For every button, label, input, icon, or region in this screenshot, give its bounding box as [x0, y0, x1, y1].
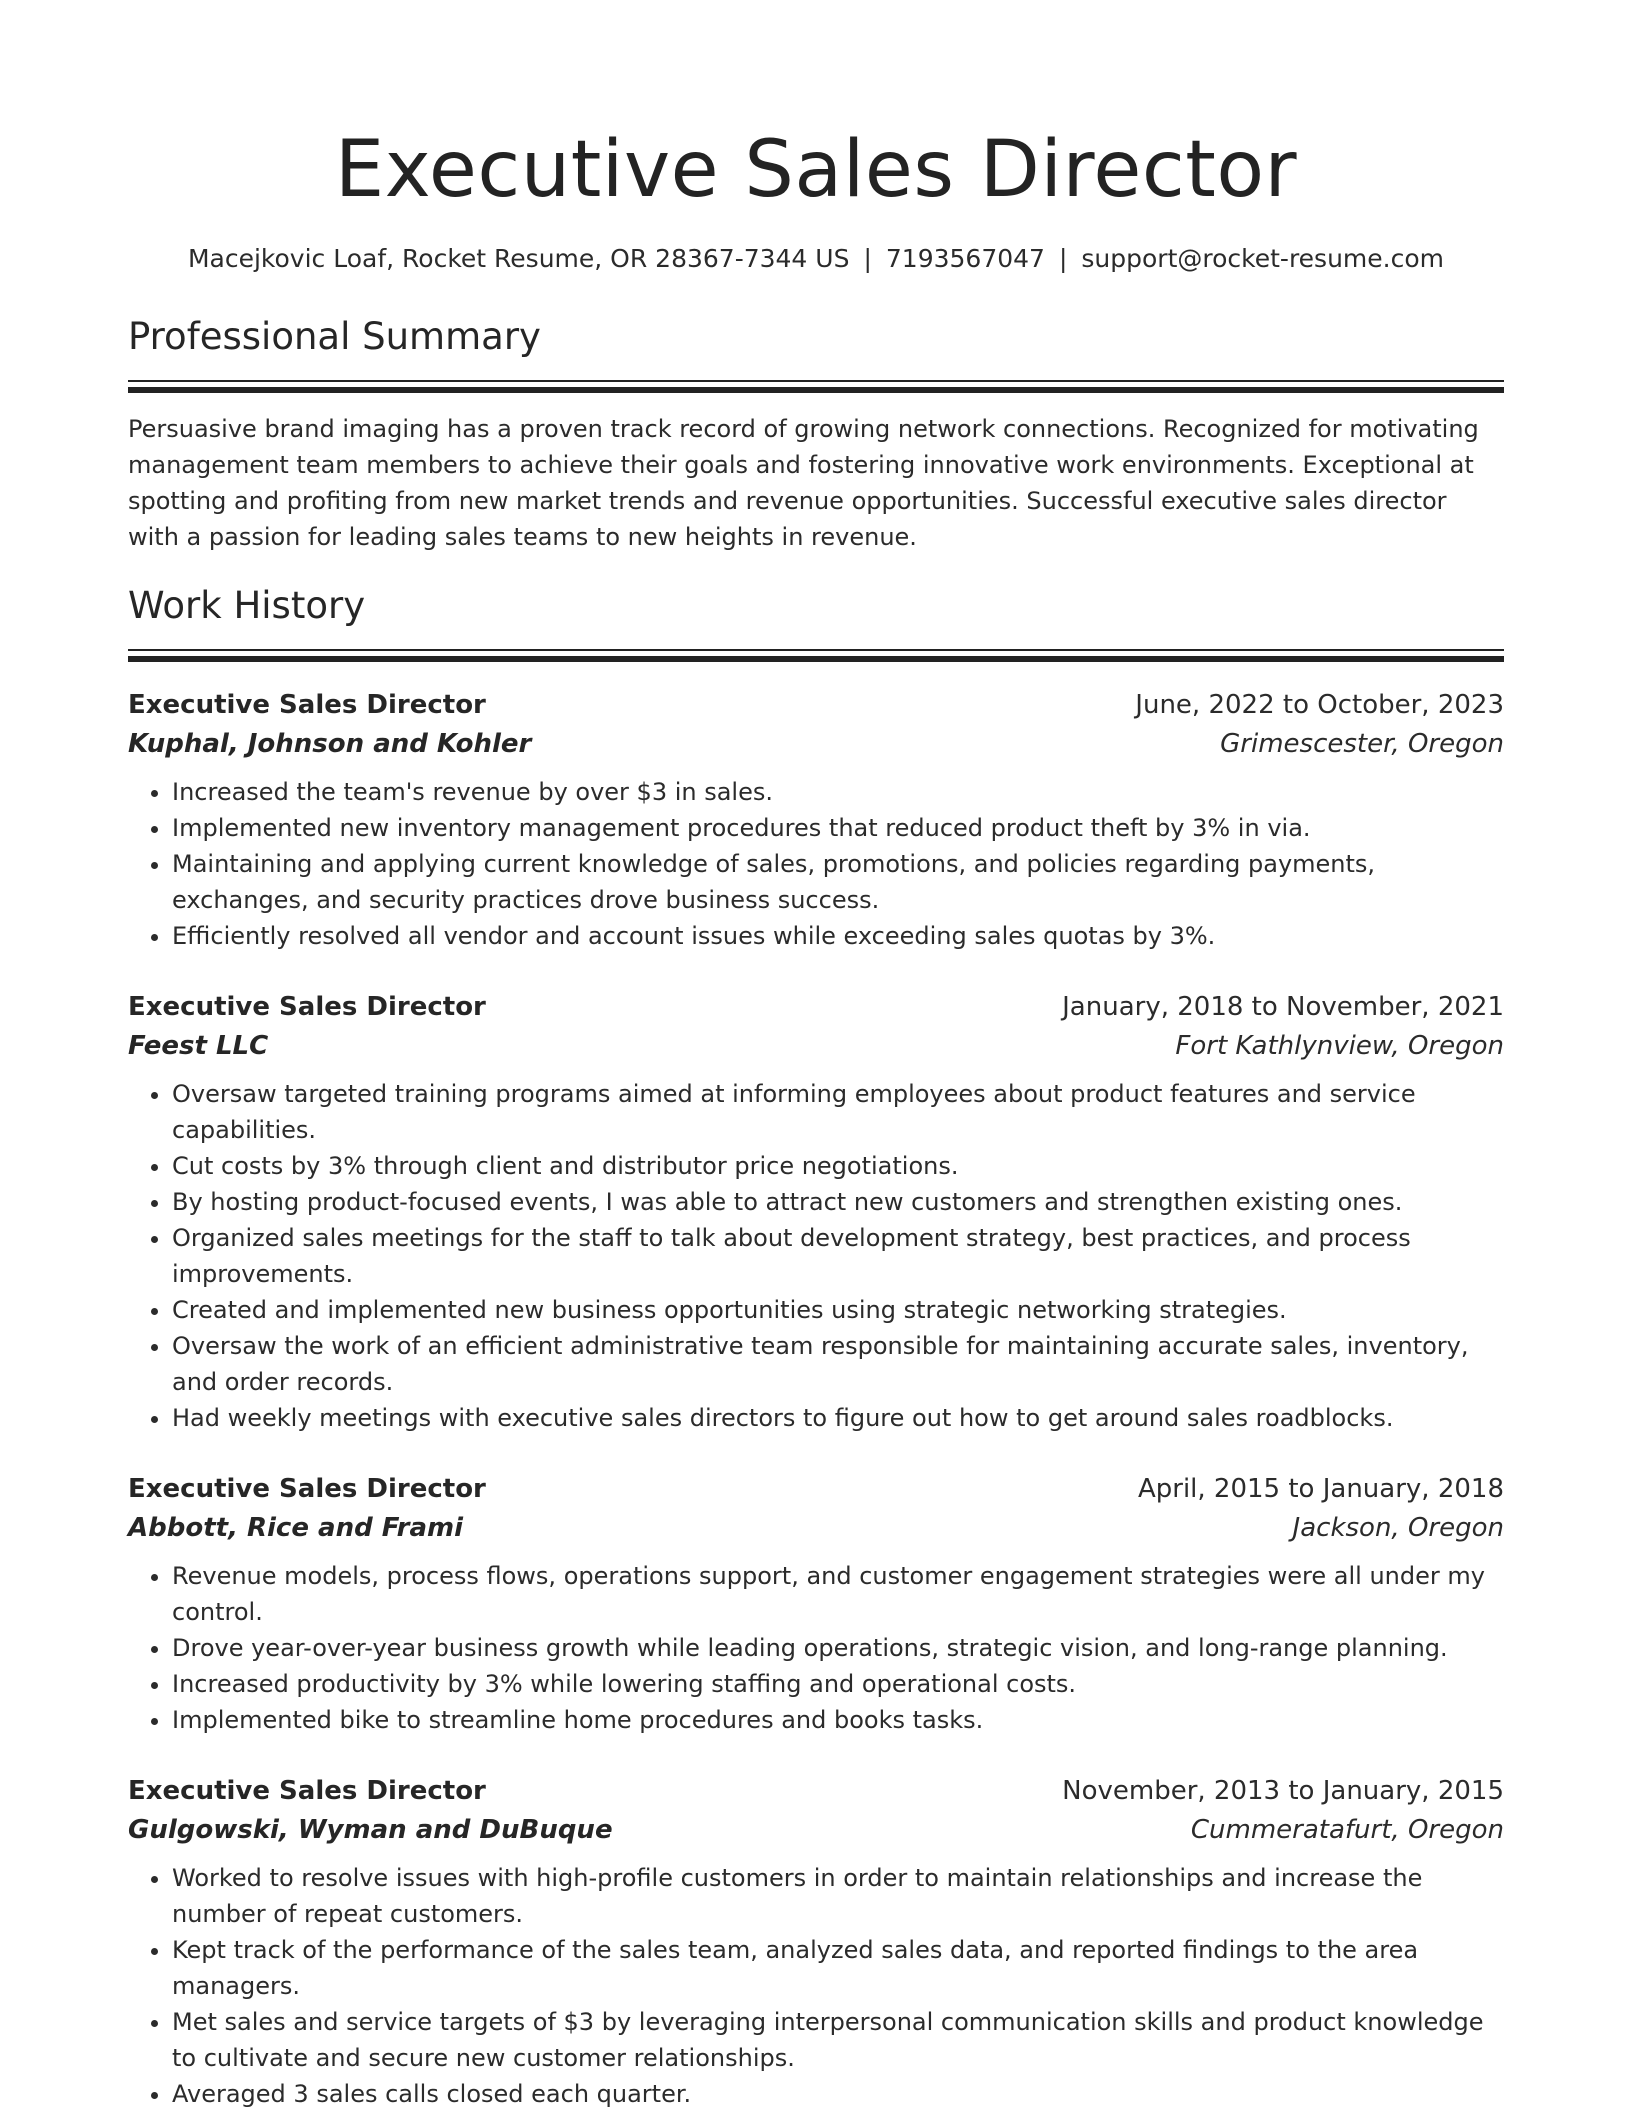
- job-dates: June, 2022 to October, 2023: [1135, 690, 1504, 720]
- job-bullet: • Maintaining and applying current knowledge of sales, promotions, and policies regarding payments, exchanges, and security practices drove business success.: [172, 846, 1504, 918]
- job-bullet: • Had weekly meetings with executive sales directors to figure out how to get around sales roadblocks.: [172, 1400, 1504, 1436]
- job-location: Jackson, Oregon: [1292, 1513, 1504, 1543]
- job-dates: November, 2013 to January, 2015: [1062, 1776, 1504, 1806]
- contact-phone: 7193567047: [885, 244, 1045, 273]
- section-divider-thick: [128, 387, 1504, 393]
- job-bullet: • Averaged 3 sales calls closed each quarter.: [172, 2076, 1504, 2112]
- job-title: Executive Sales Director: [128, 690, 486, 720]
- job-entry: [128, 1470, 1504, 1738]
- job-bullet: • Organized sales meetings for the staff to talk about development strategy, best practices, and process improvements.: [172, 1220, 1504, 1292]
- job-company-row: [128, 1508, 1504, 1548]
- job-location: Cummeratafurt, Oregon: [1190, 1815, 1504, 1845]
- section-divider-thick: [128, 656, 1504, 662]
- job-company: Gulgowski, Wyman and DuBuque: [128, 1815, 613, 1845]
- job-dates: January, 2018 to November, 2021: [1062, 992, 1504, 1022]
- contact-separator: |: [863, 244, 872, 273]
- contact-line: [128, 242, 1504, 276]
- job-bullet: • Oversaw targeted training programs aimed at informing employees about product features and service capabilities.: [172, 1076, 1504, 1148]
- job-company-row: [128, 1810, 1504, 1850]
- job-header-row: [128, 1470, 1504, 1508]
- job-bullet: • Efficiently resolved all vendor and account issues while exceeding sales quotas by 3%.: [172, 918, 1504, 954]
- job-entry: [128, 1772, 1504, 2112]
- job-company: Abbott, Rice and Frami: [128, 1513, 464, 1543]
- job-dates: April, 2015 to January, 2018: [1137, 1474, 1504, 1504]
- job-bullet: • Increased productivity by 3% while lowering staffing and operational costs.: [172, 1666, 1504, 1702]
- section-divider-thin: [128, 380, 1504, 382]
- job-bullet: • Implemented new inventory management procedures that reduced product theft by 3% in via.: [172, 810, 1504, 846]
- section-divider-thin: [128, 649, 1504, 651]
- job-bullet: • Met sales and service targets of $3 by leveraging interpersonal communication skills and product knowledge to cultivate and secure new customer relationships.: [172, 2004, 1504, 2076]
- job-location: Grimescester, Oregon: [1220, 729, 1504, 759]
- resume-page: [128, 0, 1504, 2112]
- job-bullet: • Cut costs by 3% through client and distributor price negotiations.: [172, 1148, 1504, 1184]
- job-bullet-list: [128, 1558, 1504, 1738]
- contact-email: support@rocket-resume.com: [1081, 244, 1445, 273]
- summary-text: Persuasive brand imaging has a proven track record of growing network connections. Recognized for motivating management team members to achieve their goals and fostering innovative work environments. Exceptional at spotting and profiting from new market trends and revenue opportunities. Successful executive sales director with a passion for leading sales teams to new heights in revenue.: [128, 415, 1479, 551]
- job-bullet-list: [128, 1860, 1504, 2112]
- job-location: Fort Kathlynview, Oregon: [1175, 1031, 1504, 1061]
- job-company-row: [128, 1026, 1504, 1066]
- job-bullet: • Kept track of the performance of the sales team, analyzed sales data, and reported findings to the area managers.: [172, 1932, 1504, 2004]
- work-history-section: [128, 583, 1504, 2112]
- job-bullet: • Oversaw the work of an efficient administrative team responsible for maintaining accurate sales, inventory, and order records.: [172, 1328, 1504, 1400]
- job-title: Executive Sales Director: [128, 1776, 486, 1806]
- summary-section: [128, 314, 1504, 555]
- job-header-row: [128, 1772, 1504, 1810]
- job-bullet: • Implemented bike to streamline home procedures and books tasks.: [172, 1702, 1504, 1738]
- job-bullet: • By hosting product-focused events, I was able to attract new customers and strengthen existing ones.: [172, 1184, 1504, 1220]
- contact-separator: |: [1058, 244, 1068, 273]
- job-bullet: • Increased the team's revenue by over $3 in sales.: [172, 774, 1504, 810]
- contact-address: Macejkovic Loaf, Rocket Resume, OR 28367-7344 US: [187, 244, 850, 273]
- summary-heading: Professional Summary: [128, 315, 541, 358]
- job-bullet: • Drove year-over-year business growth while leading operations, strategic vision, and long-range planning.: [172, 1630, 1504, 1666]
- job-bullet: • Revenue models, process flows, operations support, and customer engagement strategies were all under my control.: [172, 1558, 1504, 1630]
- job-bullet-list: [128, 1076, 1504, 1436]
- job-list: [128, 686, 1504, 2112]
- job-bullet-list: [128, 774, 1504, 954]
- job-header-row: [128, 686, 1504, 724]
- job-bullet: • Worked to resolve issues with high-profile customers in order to maintain relationships and increase the number of repeat customers.: [172, 1860, 1504, 1932]
- job-bullet: • Created and implemented new business opportunities using strategic networking strategies.: [172, 1292, 1504, 1328]
- job-entry: [128, 686, 1504, 954]
- work-history-heading: Work History: [128, 584, 366, 627]
- job-title: Executive Sales Director: [128, 992, 486, 1022]
- job-company-row: [128, 724, 1504, 764]
- job-header-row: [128, 988, 1504, 1026]
- job-entry: [128, 988, 1504, 1436]
- job-title: Executive Sales Director: [128, 1474, 486, 1504]
- resume-title: Executive Sales Director: [334, 125, 1298, 215]
- job-company: Kuphal, Johnson and Kohler: [128, 729, 532, 759]
- job-company: Feest LLC: [128, 1031, 269, 1061]
